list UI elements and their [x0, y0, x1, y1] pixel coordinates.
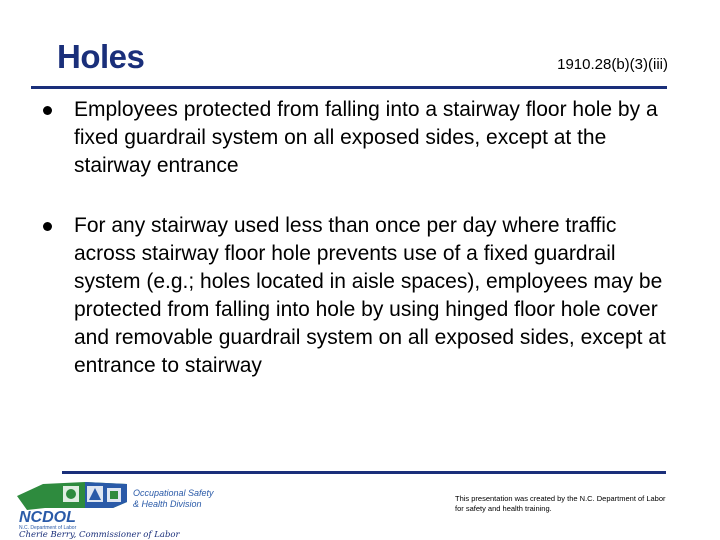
svg-text:Occupational Safety: Occupational Safety [133, 488, 214, 498]
ncdol-logo [15, 474, 214, 540]
regulation-citation: 1910.28(b)(3)(iii) [557, 56, 668, 73]
bullet-text: Employees protected from falling into a stairway floor hole by a fixed guardrail system on all exposed sides, except at the stairway entrance [74, 98, 658, 177]
bullet-dot-icon [43, 222, 52, 231]
svg-text:& Health Division: & Health Division [133, 499, 202, 509]
bullet-text: For any stairway used less than once per day where traffic across stairway floor hole prevents use of a fixed guardrail system (e.g.; holes located in aisle spaces), employees may be protected from falling into hole by using hinged floor hole cover and removable guardrail system on all exposed sides, except at entrance to stairway [74, 214, 666, 377]
bullet-item [42, 212, 672, 380]
svg-text:Cherie Berry, Commissioner of: Cherie Berry, Commissioner of Labor [19, 530, 180, 540]
bullet-dot-icon [43, 106, 52, 115]
slide-title: Holes [57, 38, 145, 75]
header-divider [31, 86, 667, 89]
svg-text:N.C. Department of Labor: N.C. Department of Labor [19, 525, 77, 531]
footer-note: This presentation was created by the N.C. Department of Labor for safety and health training. [455, 494, 666, 513]
bullet-item [42, 96, 672, 180]
bullet-list [42, 96, 672, 380]
svg-text:NCDOL: NCDOL [19, 509, 76, 526]
